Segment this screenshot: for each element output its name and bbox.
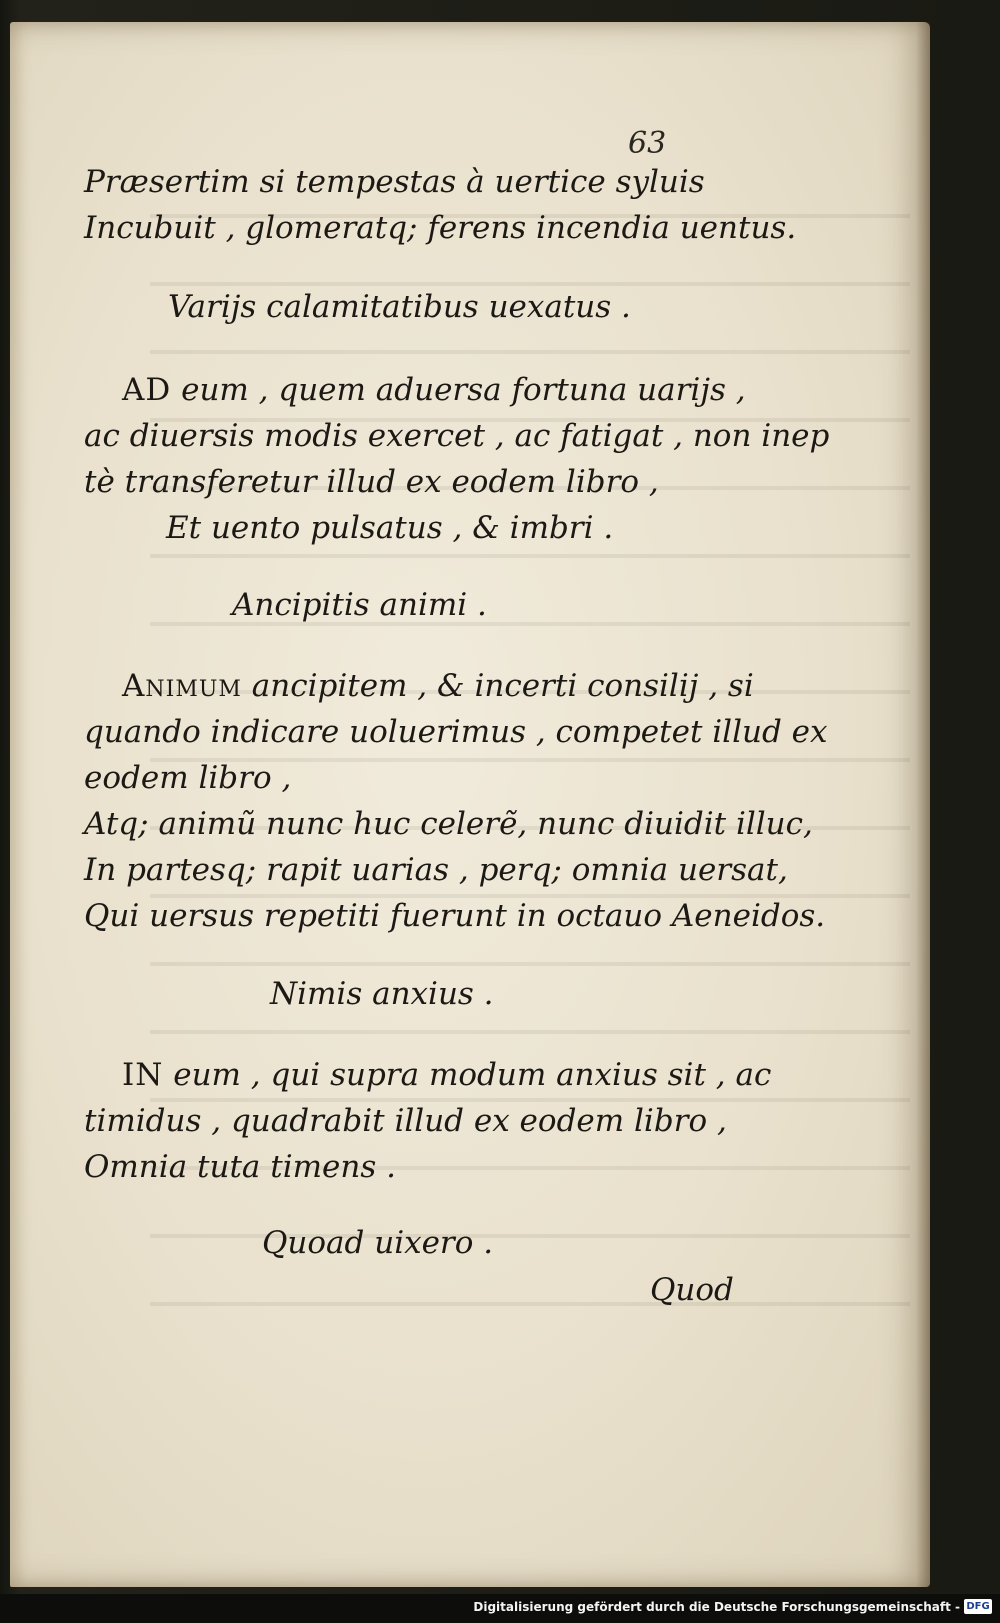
paragraph-2-quote-2: In partesq; rapit uarias , perq; omnia uersat, <box>84 852 788 888</box>
section-heading-quoad: Quoad uixero . <box>262 1225 494 1261</box>
paragraph-3-line-1 <box>122 1053 771 1097</box>
dfg-logo: DFG <box>964 1599 992 1614</box>
catchword: Quod <box>650 1272 734 1308</box>
section-heading-nimis: Nimis anxius . <box>270 976 494 1012</box>
paragraph-2-note: Qui uersus repetiti fuerunt in octauo Aeneidos. <box>84 898 826 934</box>
initial-word: IN <box>122 1057 164 1093</box>
funding-credit: Digitalisierung gefördert durch die Deutsche Forschungsgemeinschaft - <box>473 1600 960 1614</box>
paragraph-1-line-1-text: eum , quem aduersa fortuna uarijs , <box>171 372 746 408</box>
paragraph-3-line-2: timidus , quadrabit illud ex eodem libro , <box>84 1103 727 1139</box>
initial-word: AD <box>122 372 172 408</box>
verse-line-2: Incubuit , glomeratq; ferens incendia uentus. <box>84 210 797 246</box>
section-heading-ancipitis: Ancipitis animi . <box>232 587 487 623</box>
section-heading-varijs: Varijs calamitatibus uexatus . <box>168 289 631 325</box>
footer-bar <box>0 1594 1000 1623</box>
paragraph-2-line-1 <box>122 664 754 708</box>
verse-line-1: Præsertim si tempestas à uertice syluis <box>84 164 705 200</box>
paragraph-2-quote-1: Atq; animũ nunc huc celerẽ, nunc diuidit illuc, <box>84 806 813 842</box>
paragraph-3-quote: Omnia tuta timens . <box>84 1149 396 1185</box>
paragraph-1-line-1 <box>122 368 746 412</box>
paragraph-1-line-3: tè transferetur illud ex eodem libro , <box>84 464 659 500</box>
paragraph-1-line-2: ac diuersis modis exercet , ac fatigat , non inep <box>84 418 830 454</box>
paragraph-3-line-1-text: eum , qui supra modum anxius sit , ac <box>163 1057 772 1093</box>
paragraph-2-line-3: eodem libro , <box>84 760 292 796</box>
paragraph-2-line-2: quando indicare uoluerimus , competet illud ex <box>84 714 828 750</box>
paragraph-2-line-1-text: ancipitem , & incerti consilij , si <box>241 668 754 704</box>
page-gutter-shadow <box>916 22 930 1587</box>
page-number: 63 <box>628 126 667 161</box>
paragraph-1-quote: Et uento pulsatus , & imbri . <box>166 510 614 546</box>
initial-word: Animum <box>122 668 242 704</box>
